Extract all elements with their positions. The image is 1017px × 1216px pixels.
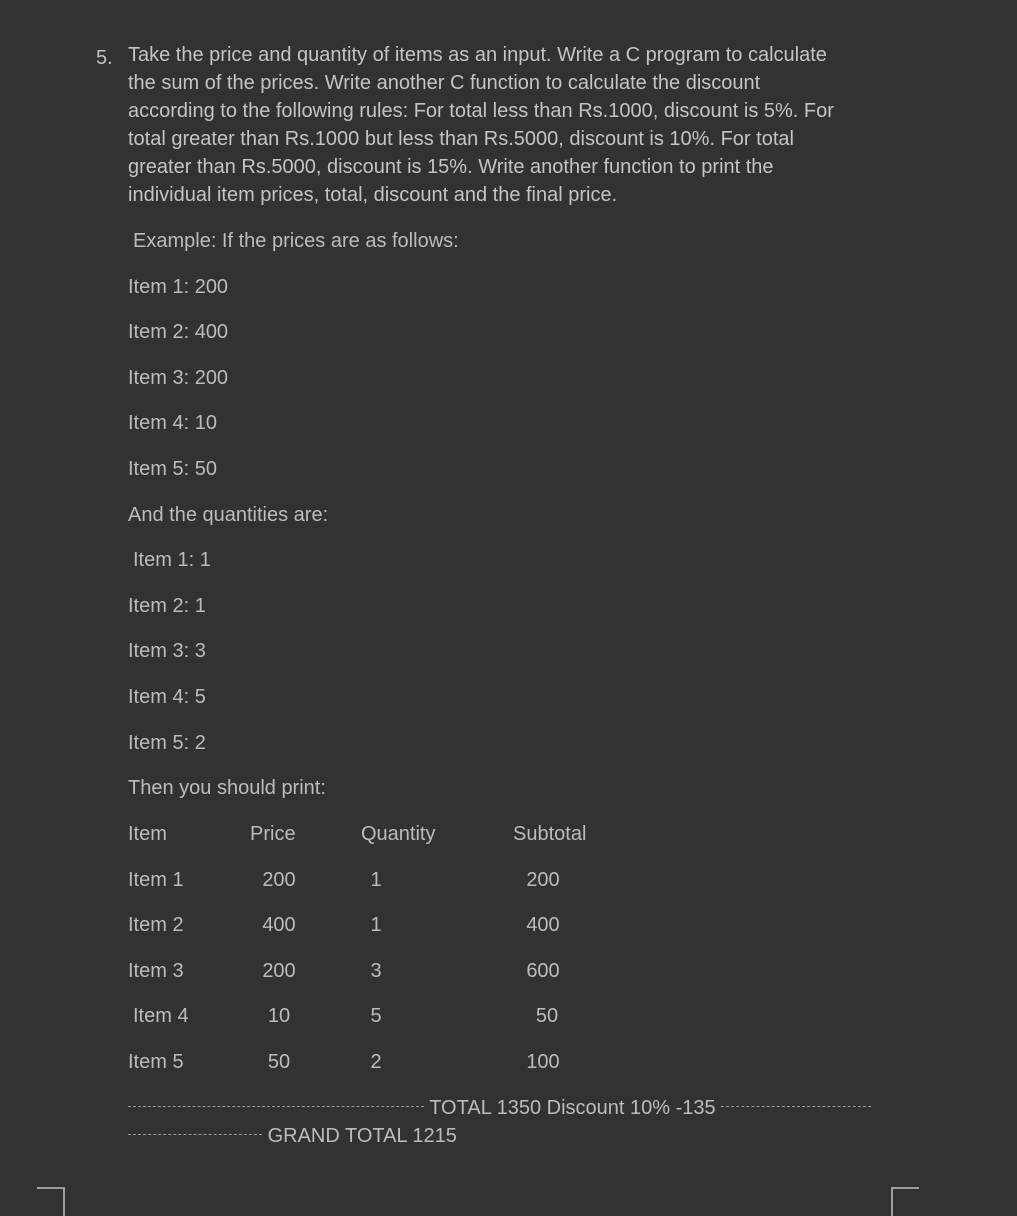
cell-quantity: 3	[370, 960, 382, 982]
header-item: Item	[128, 823, 167, 845]
price-line: Item 5: 50	[128, 458, 217, 480]
cell-quantity: 5	[370, 1005, 382, 1027]
quantities-intro: And the quantities are:	[128, 504, 329, 526]
dashed-rule	[128, 1106, 424, 1107]
cell-price: 200	[262, 960, 296, 982]
header-price: Price	[250, 823, 296, 845]
cell-subtotal: 100	[526, 1051, 560, 1073]
cell-subtotal: 200	[526, 869, 560, 891]
quantity-line: Item 5: 2	[128, 732, 206, 754]
quantity-line: Item 3: 3	[128, 640, 206, 662]
cell-quantity: 2	[370, 1051, 382, 1073]
price-line: Item 3: 200	[128, 367, 229, 389]
price-line: Item 1: 200	[128, 276, 229, 298]
cell-item: Item 1	[128, 869, 184, 891]
cell-subtotal: 50	[535, 1005, 559, 1027]
grand-total-line	[128, 1122, 457, 1150]
cell-item: Item 3	[128, 960, 184, 982]
dashed-rule	[128, 1134, 262, 1135]
question-line: greater than Rs.5000, discount is 15%. Write another function to print the	[128, 156, 774, 178]
crop-mark-left	[37, 1187, 65, 1216]
cell-quantity: 1	[370, 914, 382, 936]
price-line: Item 4: 10	[128, 412, 217, 434]
question-number: 5.	[96, 47, 113, 69]
cell-price: 10	[267, 1005, 291, 1027]
cell-item: Item 4	[133, 1005, 189, 1027]
question-line: total greater than Rs.1000 but less than Rs.5000, discount is 10%. For total	[128, 128, 794, 150]
quantity-line: Item 4: 5	[128, 686, 206, 708]
cell-subtotal: 600	[526, 960, 560, 982]
cell-subtotal: 400	[526, 914, 560, 936]
question-line: the sum of the prices. Write another C function to calculate the discount	[128, 72, 761, 94]
question-line: according to the following rules: For total less than Rs.1000, discount is 5%. For	[128, 100, 834, 122]
dashed-rule	[721, 1106, 871, 1107]
cell-price: 400	[262, 914, 296, 936]
quantity-line: Item 1: 1	[133, 549, 211, 571]
print-intro: Then you should print:	[128, 777, 326, 799]
quantity-line: Item 2: 1	[128, 595, 206, 617]
cell-item: Item 2	[128, 914, 184, 936]
question-line: Take the price and quantity of items as an input. Write a C program to calculate	[128, 44, 827, 66]
cell-price: 200	[262, 869, 296, 891]
example-intro: Example: If the prices are as follows:	[133, 230, 459, 252]
total-discount-text: TOTAL 1350 Discount 10% -135	[429, 1097, 716, 1119]
question-text	[128, 41, 908, 209]
cell-quantity: 1	[370, 869, 382, 891]
price-line: Item 2: 400	[128, 321, 229, 343]
grand-total-text: GRAND TOTAL 1215	[267, 1125, 457, 1147]
crop-mark-right	[891, 1187, 919, 1216]
total-line	[128, 1094, 871, 1122]
header-quantity: Quantity	[361, 823, 436, 845]
cell-item: Item 5	[128, 1051, 184, 1073]
cell-price: 50	[267, 1051, 291, 1073]
question-line: individual item prices, total, discount and the final price.	[128, 184, 618, 206]
header-subtotal: Subtotal	[513, 823, 587, 845]
